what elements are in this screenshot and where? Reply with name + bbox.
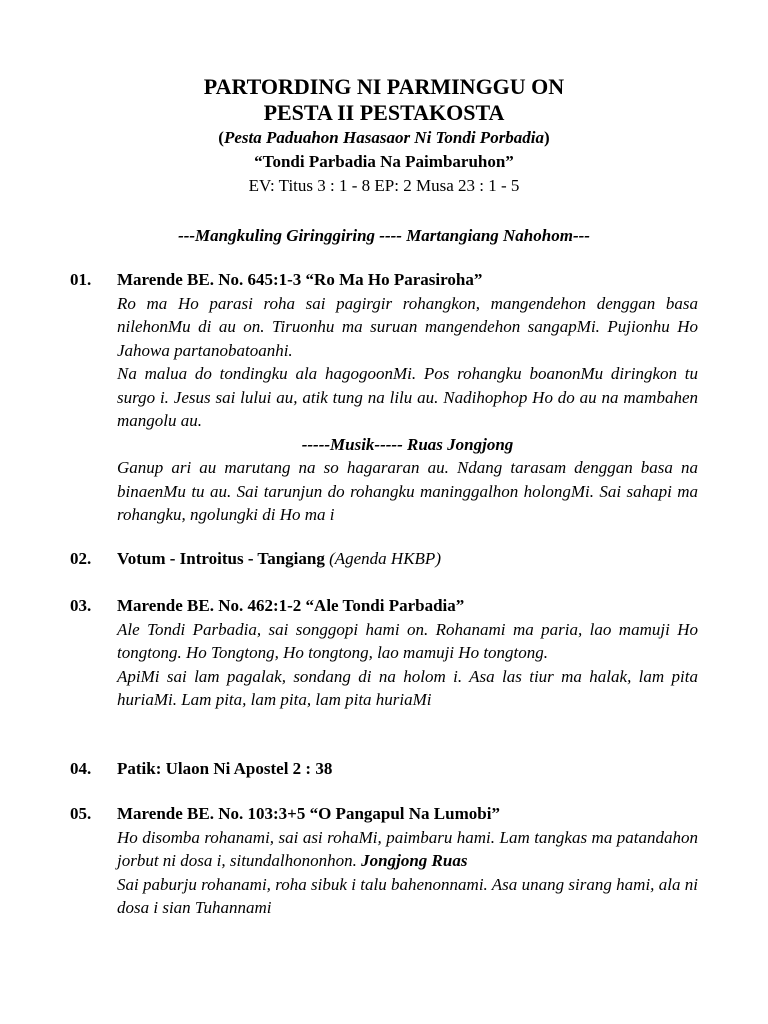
subtitle-paren-close: ) — [544, 128, 550, 147]
hymn-verse-1: Ale Tondi Parbadia, sai songgopi hami on. Rohanami ma paria, lao mamuji Ho tongtong. Ho Tongtong, Ho tongtong, lao mamuji Ho tongtong. — [117, 619, 698, 662]
liturgy-item-03 — [70, 594, 698, 712]
readings-line: EV: Titus 3 : 1 - 8 EP: 2 Musa 23 : 1 - 5 — [248, 176, 520, 195]
opening-instruction: ---Mangkuling Giringgiring ---- Martangiang Nahohom--- — [178, 226, 590, 245]
subtitle-text: Pesta Paduahon Hasasaor Ni Tondi Porbadia — [223, 128, 545, 147]
subtitle — [0, 126, 768, 150]
item-heading: Patik: Ulaon Ni Apostel 2 : 38 — [117, 759, 333, 778]
liturgy-item-04 — [70, 757, 698, 781]
hymn-verse-2: ApiMi sai lam pagalak, sondang di na holom i. Asa las tiur ma halak, lam pita huriaMi. Lam pita, lam pita, lam pita huriaMi — [117, 666, 698, 709]
item-number: 05. — [70, 804, 92, 823]
hymn-verse-2: Sai paburju rohanami, roha sibuk i talu bahenonnami. Asa unang sirang hami, ala ni dosa i sian Tuhannami — [117, 874, 698, 917]
item-heading: Marende BE. No. 462:1-2 “Ale Tondi Parbadia” — [117, 596, 465, 615]
liturgy-item-01 — [70, 268, 698, 527]
hymn-verse-1 — [117, 826, 698, 873]
hymn-verse-3: Ganup ari au marutang na so hagararan au. Ndang tarasam denggan basa na binaenMu tu au. Sai tarunjun do rohangku maninggalhon holongMi. Sai sahapi ma rohangku, ngolungki di Ho ma i — [117, 458, 698, 524]
item-number: 03. — [70, 596, 92, 615]
item-heading: Marende BE. No. 645:1-3 “Ro Ma Ho Parasiroha” — [117, 270, 483, 289]
verse-text: Ho disomba rohanami, sai asi rohaMi, paimbaru hami. Lam tangkas ma patandahon jorbut ni dosa i, situndalhononhon. — [117, 827, 698, 870]
item-number: 04. — [70, 759, 92, 778]
subtitle-paren-open: ( — [218, 128, 224, 147]
item-number: 01. — [70, 270, 92, 289]
item-note: (Agenda HKBP) — [329, 549, 441, 568]
liturgy-item-02 — [70, 547, 698, 571]
hymn-verse-1: Ro ma Ho parasi roha sai pagirgir rohangkon, mangendehon denggan basa nilehonMu di au on. Tiruonhu ma suruan mangendehon sangapMi. Pujionhu Ho Jahowa partanobatoanhi. — [117, 293, 698, 360]
hymn-verse-2: Na malua do tondingku ala hagogoonMi. Pos rohangku boanonMu diringkon tu surgo i. Jesus sai lului au, atik tung na lilu au. Nadihophop Ho do au na mambahen mangolu au. — [117, 364, 698, 430]
posture-instruction: Jongjong Ruas — [361, 851, 468, 870]
title-line-2: PESTA II PESTAKOSTA — [263, 100, 505, 125]
title-line-1: PARTORDING NI PARMINGGU ON — [203, 74, 565, 99]
liturgy-item-05 — [70, 802, 698, 920]
item-heading: Votum - Introitus - Tangiang — [117, 549, 325, 568]
document-header — [0, 74, 768, 198]
item-heading: Marende BE. No. 103:3+5 “O Pangapul Na Lumobi” — [117, 804, 500, 823]
item-number: 02. — [70, 549, 92, 568]
theme-line: “Tondi Parbadia Na Paimbaruhon” — [254, 152, 514, 171]
interlude-instruction: -----Musik----- Ruas Jongjong — [301, 434, 514, 454]
